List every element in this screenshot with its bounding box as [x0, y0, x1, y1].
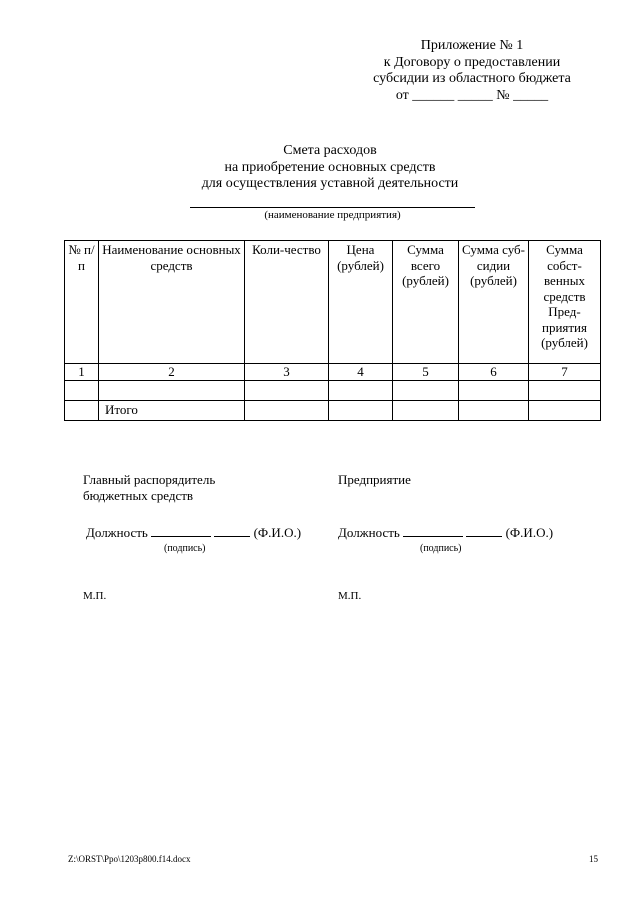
table-cell[interactable]	[245, 400, 329, 420]
fio-label: (Ф.И.О.)	[505, 525, 554, 540]
appendix-header	[352, 38, 592, 104]
total-label: Итого	[99, 400, 245, 420]
table-cell[interactable]	[459, 400, 529, 420]
table-cell[interactable]	[529, 400, 601, 420]
appendix-line-3: субсидии из областного бюджета	[373, 71, 571, 86]
table-cell[interactable]	[65, 380, 99, 400]
signature-blank[interactable]	[403, 524, 463, 537]
appendix-line-4: от ______ _____ № _____	[395, 87, 549, 103]
appendix-line-2: к Договору о предоставлении	[383, 54, 561, 70]
enterprise-heading: Предприятие	[338, 472, 411, 487]
column-number: 1	[65, 364, 99, 381]
appendix-line-1: Приложение № 1	[420, 38, 524, 53]
position-label: Должность	[86, 525, 148, 540]
title-line-1: Смета расходов	[283, 143, 377, 158]
enterprise-name-line	[190, 207, 475, 208]
column-number-row	[65, 364, 601, 381]
signature-blank[interactable]	[466, 524, 502, 537]
signature-blank[interactable]	[214, 524, 250, 537]
header-col-2: Наименование основных средств	[99, 241, 245, 364]
grantor-heading	[83, 472, 215, 504]
grantor-heading-line-2: бюджетных средств	[83, 488, 194, 503]
column-number: 2	[99, 364, 245, 381]
title-line-3: для осуществления уставной деятельности	[201, 176, 459, 191]
header-col-6: Сумма суб-сидии (рублей)	[459, 241, 529, 364]
column-number: 6	[459, 364, 529, 381]
table-cell[interactable]	[329, 380, 393, 400]
estimate-table	[64, 240, 601, 421]
column-number: 7	[529, 364, 601, 381]
grantor-heading-line-1: Главный распорядитель	[83, 472, 216, 487]
signature-blank[interactable]	[151, 524, 211, 537]
grantor-signature-line	[86, 524, 301, 541]
table-header-row	[65, 241, 601, 364]
enterprise-name-caption: (наименование предприятия)	[264, 209, 401, 221]
table-cell[interactable]	[529, 380, 601, 400]
column-number: 3	[245, 364, 329, 381]
table-cell[interactable]	[65, 400, 99, 420]
column-number: 4	[329, 364, 393, 381]
table-cell[interactable]	[459, 380, 529, 400]
grantor-signature-caption: (подпись)	[164, 543, 206, 554]
table-cell[interactable]	[329, 400, 393, 420]
header-col-1: № п/п	[65, 241, 99, 364]
header-col-3: Коли-чество	[245, 241, 329, 364]
column-number: 5	[393, 364, 459, 381]
document-title	[180, 143, 480, 193]
table-cell[interactable]	[393, 380, 459, 400]
enterprise-signature-caption: (подпись)	[420, 543, 462, 554]
total-row	[65, 400, 601, 420]
footer-file-path: Z:\ORST\Ppo\1203p800.f14.docx	[68, 854, 191, 864]
title-line-2: на приобретение основных средств	[224, 159, 436, 175]
enterprise-stamp-mark: М.П.	[338, 590, 362, 602]
header-col-7: Сумма собст-венных средств Пред-приятия (рублей)	[529, 241, 601, 364]
table-cell[interactable]	[99, 380, 245, 400]
fio-label: (Ф.И.О.)	[253, 525, 302, 540]
footer-page-number: 15	[589, 854, 598, 864]
grantor-stamp-mark: М.П.	[83, 590, 107, 602]
position-label: Должность	[338, 525, 400, 540]
enterprise-signature-line	[338, 524, 553, 541]
table-cell[interactable]	[393, 400, 459, 420]
table-cell[interactable]	[245, 380, 329, 400]
header-col-4: Цена (рублей)	[329, 241, 393, 364]
header-col-5: Сумма всего (рублей)	[393, 241, 459, 364]
table-row	[65, 380, 601, 400]
